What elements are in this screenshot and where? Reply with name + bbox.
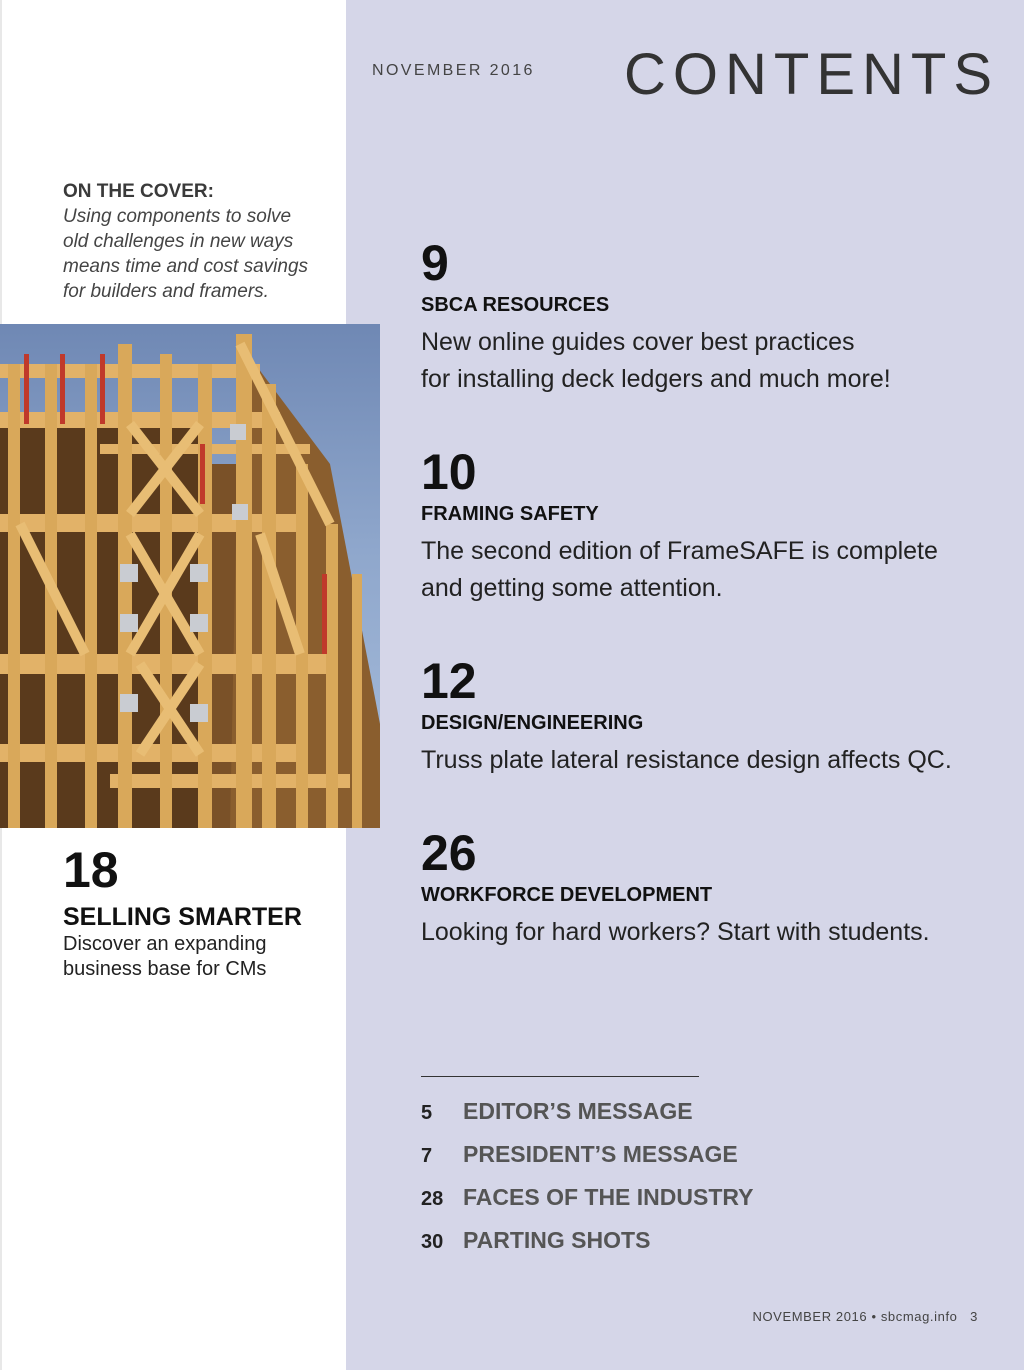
department-label: FACES OF THE INDUSTRY [463,1184,754,1210]
feature-line: for installing deck ledgers and much more! [421,365,891,393]
feature-line: The second edition of FrameSAFE is complete [421,537,938,565]
cover-label: ON THE COVER: [63,181,214,202]
feature-line: Discover an expanding [63,933,267,955]
cover-line: for builders and framers. [63,281,269,302]
cover-line: means time and cost savings [63,256,309,277]
cover-note [63,180,333,304]
sidebar-feature[interactable] [63,842,333,982]
feature-line: New online guides cover best practices [421,328,855,356]
department-item[interactable] [421,1098,981,1141]
cover-description [63,204,333,304]
feature-description [421,533,1001,607]
feature-page-number: 12 [421,653,477,709]
section-divider [421,1076,699,1077]
feature-description [421,742,1001,779]
feature-line: Looking for hard workers? Start with students. [421,918,930,946]
feature-description [421,324,1001,398]
footer-page-number: 3 [970,1309,978,1324]
feature-heading: SELLING SMARTER [63,903,302,931]
cover-line: old challenges in new ways [63,231,294,252]
wood-framing-illustration [0,324,380,828]
department-page: 5 [421,1102,433,1124]
feature-page-number: 18 [63,842,119,898]
footer-separator: • [871,1309,877,1324]
department-page: 30 [421,1231,444,1253]
issue-date: NOVEMBER 2016 [372,62,535,79]
feature-line: and getting some attention. [421,574,723,602]
feature-line: Truss plate lateral resistance design affects QC. [421,746,952,774]
feature-description [63,932,333,982]
footer-date: NOVEMBER 2016 [752,1309,868,1324]
feature-description [421,914,1001,951]
feature-category: WORKFORCE DEVELOPMENT [421,884,713,906]
page-footer [640,1309,978,1324]
feature-category: DESIGN/ENGINEERING [421,712,644,734]
department-label: PRESIDENT’S MESSAGE [463,1141,738,1167]
department-item[interactable] [421,1227,981,1270]
feature-category: SBCA RESOURCES [421,294,610,316]
department-label: EDITOR’S MESSAGE [463,1098,693,1124]
feature-entry[interactable] [421,236,1001,398]
feature-category: FRAMING SAFETY [421,503,599,525]
department-label: PARTING SHOTS [463,1227,651,1253]
page-title: CONTENTS [624,42,999,107]
feature-entry[interactable] [421,445,1001,607]
feature-entry[interactable] [421,826,1001,951]
feature-page-number: 26 [421,825,477,881]
feature-page-number: 9 [421,235,449,291]
department-page: 7 [421,1145,433,1167]
departments-list [421,1098,981,1270]
department-item[interactable] [421,1184,981,1227]
department-page: 28 [421,1188,444,1210]
cover-photo [0,324,380,828]
feature-line: business base for CMs [63,958,267,980]
department-item[interactable] [421,1141,981,1184]
feature-entry[interactable] [421,654,1001,779]
footer-site[interactable]: sbcmag.info [880,1309,958,1324]
feature-page-number: 10 [421,444,477,500]
cover-line: Using components to solve [63,206,292,227]
